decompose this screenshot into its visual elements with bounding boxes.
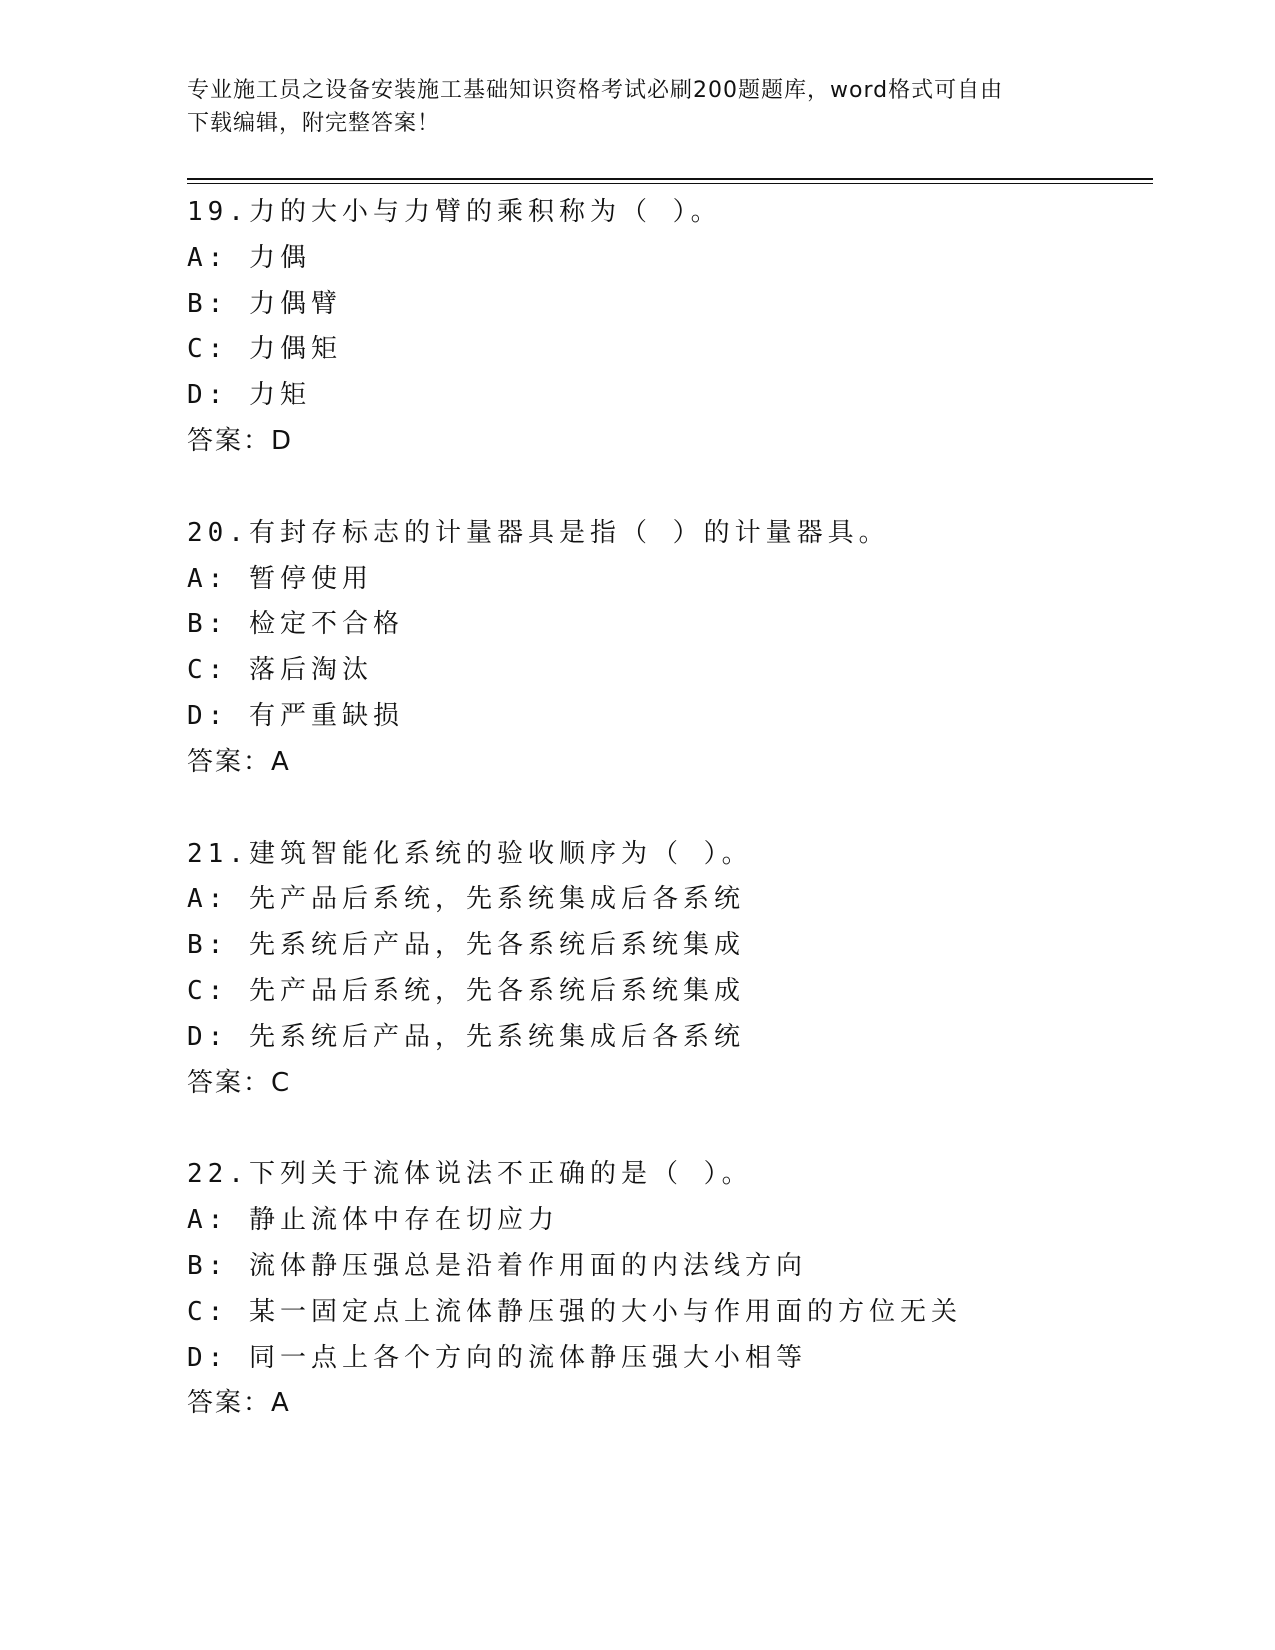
- question-22: [187, 1152, 1153, 1427]
- answer-text: 答案：A: [187, 746, 291, 777]
- question-19: [187, 190, 1153, 465]
- question-stem: 21.建筑智能化系统的验收顺序为（ ）。: [187, 838, 753, 869]
- option-d: D: 先系统后产品，先系统集成后各系统: [187, 1021, 745, 1052]
- option-d: D: 力矩: [187, 380, 311, 411]
- option-b: B: 先系统后产品，先各系统后系统集成: [187, 930, 745, 961]
- option-c: C: 先产品后系统，先各系统后系统集成: [187, 975, 745, 1006]
- document-header: [187, 74, 1087, 140]
- option-a: A: 暂停使用: [187, 563, 373, 594]
- option-d: D: 同一点上各个方向的流体静压强大小相等: [187, 1342, 807, 1373]
- question-stem: 20.有封存标志的计量器具是指（ ）的计量器具。: [187, 517, 890, 548]
- option-c: C: 力偶矩: [187, 334, 342, 365]
- option-a: A: 力偶: [187, 242, 311, 273]
- option-b: B: 力偶臂: [187, 288, 342, 319]
- option-b: B: 流体静压强总是沿着作用面的内法线方向: [187, 1250, 807, 1281]
- option-c: C: 落后淘汰: [187, 655, 373, 686]
- question-21: [187, 832, 1153, 1107]
- option-c: C: 某一固定点上流体静压强的大小与作用面的方位无关: [187, 1296, 962, 1327]
- header-line-1: 专业施工员之设备安装施工基础知识资格考试必刷200题题库，word格式可自由: [187, 78, 1004, 103]
- header-divider-thick: [187, 178, 1153, 180]
- option-a: A: 先产品后系统，先系统集成后各系统: [187, 884, 745, 915]
- header-divider-thin: [187, 183, 1153, 184]
- header-line-2: 下载编辑，附完整答案！: [187, 111, 441, 136]
- answer-text: 答案：C: [187, 1067, 292, 1098]
- question-list: [187, 190, 1153, 1473]
- question-20: [187, 511, 1153, 786]
- question-stem: 22.下列关于流体说法不正确的是（ ）。: [187, 1159, 753, 1190]
- option-d: D: 有严重缺损: [187, 700, 404, 731]
- answer-text: 答案：A: [187, 1388, 291, 1419]
- option-a: A: 静止流体中存在切应力: [187, 1205, 559, 1236]
- question-stem: 19.力的大小与力臂的乘积称为（ ）。: [187, 197, 722, 227]
- answer-text: 答案：D: [187, 425, 294, 456]
- option-b: B: 检定不合格: [187, 609, 404, 640]
